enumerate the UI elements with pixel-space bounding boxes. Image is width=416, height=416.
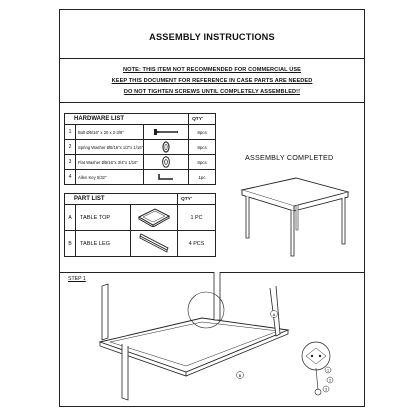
hardware-qty: 1pc xyxy=(189,170,216,185)
flat-washer-icon xyxy=(144,155,189,170)
divider xyxy=(60,58,364,59)
bolt-icon xyxy=(144,125,189,140)
hardware-qty-header: QTY' xyxy=(189,114,216,125)
assembled-table-illustration xyxy=(232,168,352,260)
step-1-illustration xyxy=(90,272,364,406)
hardware-row xyxy=(65,140,216,155)
callout-3: 3 xyxy=(325,387,327,392)
hardware-desc: Flat Washer Ø5/16"x 3/4"x 1/16" xyxy=(76,155,144,170)
instruction-sheet xyxy=(59,9,365,407)
part-list-title: PART LIST xyxy=(65,194,178,205)
part-desc: TABLE LEG xyxy=(76,231,131,257)
table-leg-icon xyxy=(131,231,178,257)
divider xyxy=(60,102,364,103)
page-title: ASSEMBLY INSTRUCTIONS xyxy=(149,32,275,42)
part-qty: 4 PCS xyxy=(178,231,216,257)
hardware-qty: 8pcs xyxy=(189,155,216,170)
hardware-desc: Allen Key 5/32" xyxy=(76,170,144,185)
callout-1: 1 xyxy=(327,368,329,373)
hardware-num: 3 xyxy=(65,155,76,170)
part-row xyxy=(65,231,216,257)
hardware-desc: Spring Washer Ø5/16"x 1/2"x 1/16" xyxy=(76,140,144,155)
step-1-label: STEP 1 xyxy=(68,276,86,282)
note-commercial-use: NOTE: THIS ITEM NOT RECOMMENDED FOR COMMERCIAL USE xyxy=(123,67,301,73)
hardware-num: 4 xyxy=(65,170,76,185)
hardware-list-title: HARDWARE LIST xyxy=(65,114,189,125)
note-do-not-tighten: DO NOT TIGHTEN SCREWS UNTIL COMPLETELY ASSEMBLED!! xyxy=(123,89,301,95)
hardware-list-table xyxy=(64,113,216,185)
allen-key-icon xyxy=(144,170,189,185)
part-list-table xyxy=(64,193,216,257)
hardware-row xyxy=(65,155,216,170)
hardware-num: 2 xyxy=(65,140,76,155)
spring-washer-icon xyxy=(144,140,189,155)
part-row xyxy=(65,205,216,231)
hardware-row xyxy=(65,125,216,140)
hardware-qty: 8pcs xyxy=(189,125,216,140)
part-qty-header: QTY' xyxy=(178,194,216,205)
part-qty: 1 PC xyxy=(178,205,216,231)
part-letter: B xyxy=(65,231,76,257)
hardware-desc: Bolt Ø5/16" x 20 x 2-3/8" xyxy=(76,125,144,140)
part-letter: A xyxy=(65,205,76,231)
callout-b: B xyxy=(238,372,242,378)
callout-a: A xyxy=(272,311,276,317)
hardware-num: 1 xyxy=(65,125,76,140)
callout-2: 2 xyxy=(329,378,331,383)
note-keep-document: KEEP THIS DOCUMENT FOR REFERENCE IN CASE PARTS ARE NEEDED xyxy=(111,78,313,84)
assembly-completed-label: ASSEMBLY COMPLETED xyxy=(245,153,334,162)
table-top-icon xyxy=(131,205,178,231)
hardware-row xyxy=(65,170,216,185)
hardware-qty: 8pcs xyxy=(189,140,216,155)
part-desc: TABLE TOP xyxy=(76,205,131,231)
